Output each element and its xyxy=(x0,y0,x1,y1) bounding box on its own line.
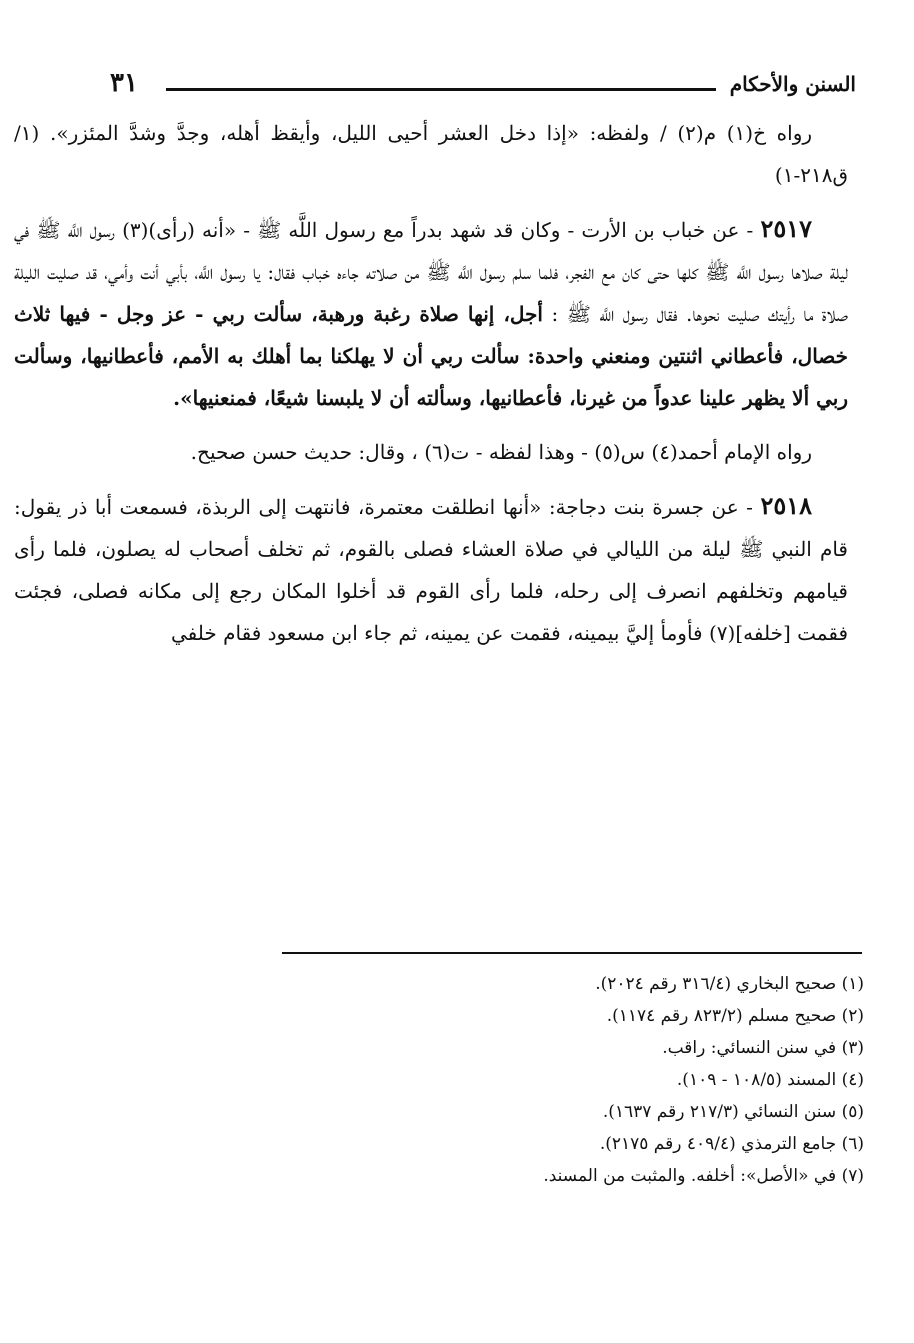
spacer xyxy=(14,419,848,431)
hadith-number: ٢٥١٧ xyxy=(760,214,812,243)
header-rule xyxy=(166,88,716,91)
hadith-text: - عن جسرة بنت دجاجة: «أنها انطلقت معتمرة، فانتهت إلى الربذة، فسمعت أبا ذر يقول: قام النبي ﷺ ليلة من الليالي في صلاة العشاء فصلى بالقوم، ثم تخلف أصحاب له يصلون، فلما رأى قيامهم وتخلفهم انصرف إلى رحله، فلما رأى القوم قد أخلوا المكان رجع إلى مكانه فصلى، فجئت فقمت [خلفه](٧) فأومأ إليَّ بيمينه، فقمت عن يمينه، ثم جاء ابن مسعود فقام خلفي xyxy=(14,495,848,645)
footnote: (٦) جامع الترمذي (٤٠٩/٤ رقم ٢١٧٥). xyxy=(599,1134,864,1154)
hadith-2518 xyxy=(14,485,848,654)
hadith-number: ٢٥١٨ xyxy=(760,491,812,520)
footnote: (٧) في «الأصل»: أخلفه. والمثبت من المسند. xyxy=(543,1166,864,1186)
footnotes xyxy=(100,968,864,1192)
footnote: (٥) سنن النسائي (٢١٧/٣ رقم ١٦٣٧). xyxy=(602,1102,864,1122)
intro-paragraph xyxy=(14,112,848,196)
page-header xyxy=(110,66,856,106)
page-number: ٣١ xyxy=(110,68,138,98)
manuscript-ref: (١/ق٢١٨-١) xyxy=(14,121,848,187)
footnote: (١) صحيح البخاري (٣١٦/٤ رقم ٢٠٢٤). xyxy=(595,974,864,994)
main-text xyxy=(14,112,848,654)
intro-text: رواه خ(١) م(٢) / ولفظه: «إذا دخل العشر أحيى الليل، وأيقظ أهله، وجدَّ وشدَّ المئزر». xyxy=(49,121,813,145)
hadith-text-bold: أجل، إنها صلاة رغبة ورهبة، سألت ربي - عز وجل - فيها ثلاث خصال، فأعطاني اثنتين ومنعني واحدة: سألت ربي أن لا يهلكنا بما أهلك به الأمم، فأعطانيها، وسألت ربي ألا يظهر علينا عدواً من غيرنا، فأعطانيها، وسألته أن لا يلبسنا شيعًا، فمنعنيها». xyxy=(14,302,848,410)
running-title: السنن والأحكام xyxy=(729,72,856,96)
hadith-2517 xyxy=(14,208,848,419)
hadith-2517-source: رواه الإمام أحمد(٤) س(٥) - وهذا لفظه - ت(٦) ، وقال: حديث حسن صحيح. xyxy=(190,440,812,464)
footnote: (٣) في سنن النسائي: راقب. xyxy=(662,1038,864,1058)
footnote-separator xyxy=(282,952,862,954)
spacer xyxy=(14,473,848,485)
footnote: (٢) صحيح مسلم (٨٢٣/٢ رقم ١١٧٤). xyxy=(606,1006,864,1026)
footnote: (٤) المسند (١٠٨/٥ - ١٠٩). xyxy=(676,1070,864,1090)
hadith-text: - عن خباب بن الأرت - وكان قد شهد بدراً مع رسول اللَّه ﷺ - «أنه (رأى)(٣) رسول اللَّه ﷺ في ليلة صلاها رسول اللَّه ﷺ كلها حتى كان مع الفجر، فلما سلم رسول اللَّه ﷺ من صلاته جاءه خباب فقال: يا رسول اللَّه، بأبي أنت وأمي، قد صليت الليلة صلاة ما رأيتك صليت نحوها. فقال رسول اللَّه ﷺ : xyxy=(14,218,848,326)
spacer xyxy=(14,196,848,208)
